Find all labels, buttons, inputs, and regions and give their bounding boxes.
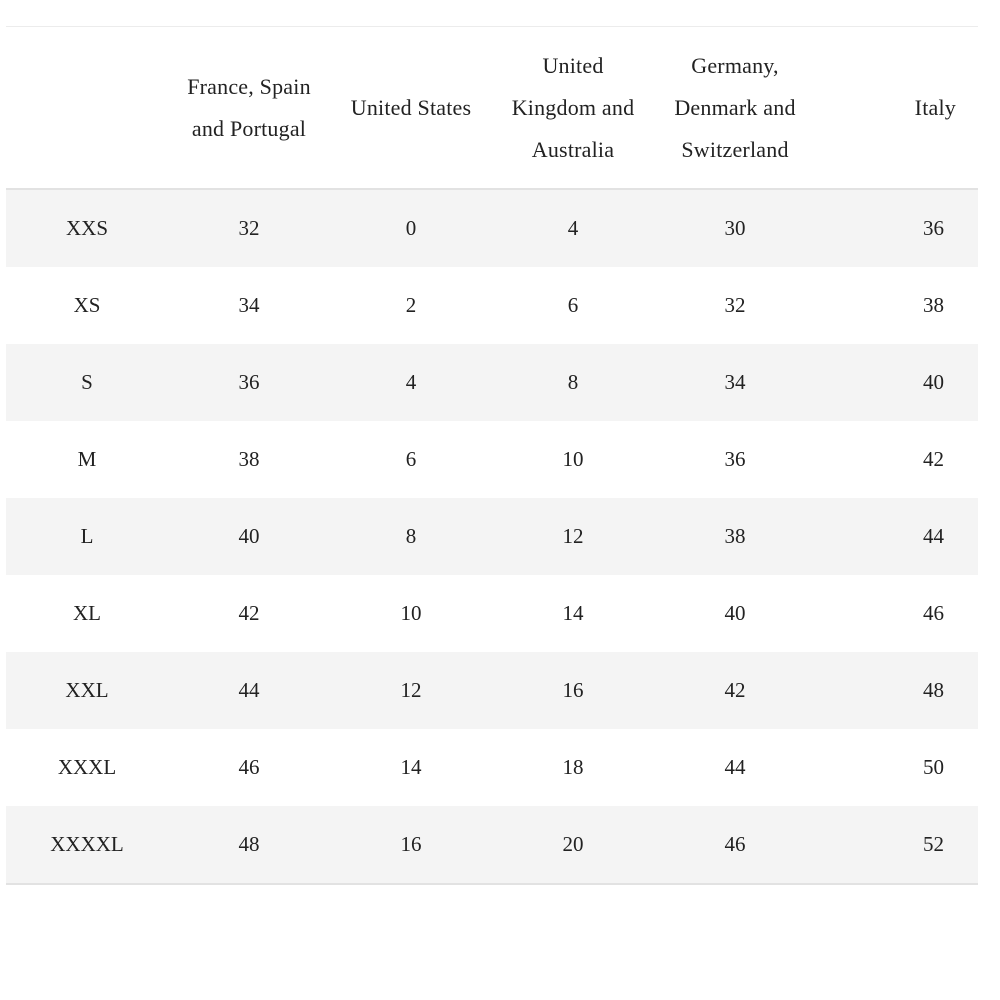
germany-denmark-switzerland-cell: 34 — [654, 344, 816, 421]
size-label-cell: XL — [73, 601, 101, 625]
uk-australia-cell: 6 — [567, 293, 579, 317]
uk-australia-cell: 18 — [562, 755, 584, 779]
germany-denmark-switzerland-cell: 36 — [724, 447, 746, 471]
header-germany-denmark-switzerland: Germany, Denmark and Switzerland — [654, 27, 816, 189]
united-states-cell: 8 — [330, 498, 492, 575]
table-row — [6, 421, 978, 498]
germany-denmark-switzerland-cell: 38 — [654, 498, 816, 575]
italy-cell: 36 — [816, 189, 978, 267]
italy-cell: 50 — [923, 755, 944, 779]
size-label-cell: XXS — [6, 189, 168, 267]
size-label-cell: M — [77, 447, 97, 471]
size-label-cell: XXXXL — [6, 806, 168, 884]
size-conversion-table — [6, 27, 978, 885]
france-spain-portugal-cell: 42 — [238, 601, 260, 625]
table-row — [6, 344, 978, 421]
united-states-cell: 12 — [330, 652, 492, 729]
table-row — [6, 575, 978, 652]
italy-cell: 52 — [816, 806, 978, 884]
size-label-cell: S — [6, 344, 168, 421]
france-spain-portugal-cell: 48 — [168, 806, 330, 884]
header-united-states: United States — [330, 27, 492, 189]
size-label-cell: XS — [73, 293, 101, 317]
germany-denmark-switzerland-cell: 46 — [654, 806, 816, 884]
france-spain-portugal-cell: 40 — [168, 498, 330, 575]
table-row — [6, 498, 978, 575]
header-france-spain-portugal: France, Spain and Portugal — [168, 27, 330, 189]
uk-australia-cell: 16 — [492, 652, 654, 729]
germany-denmark-switzerland-cell: 44 — [724, 755, 746, 779]
italy-cell: 46 — [923, 601, 944, 625]
france-spain-portugal-cell: 36 — [168, 344, 330, 421]
uk-australia-cell: 4 — [492, 189, 654, 267]
france-spain-portugal-cell: 34 — [238, 293, 260, 317]
table-row — [6, 189, 978, 267]
germany-denmark-switzerland-cell: 32 — [724, 293, 746, 317]
united-states-cell: 4 — [330, 344, 492, 421]
size-label-cell: XXXL — [57, 755, 117, 779]
united-states-cell: 0 — [330, 189, 492, 267]
italy-cell: 42 — [923, 447, 944, 471]
italy-cell: 48 — [816, 652, 978, 729]
france-spain-portugal-cell: 38 — [238, 447, 260, 471]
france-spain-portugal-cell: 44 — [168, 652, 330, 729]
united-states-cell: 2 — [405, 293, 417, 317]
size-label-cell: XXL — [6, 652, 168, 729]
table-row — [6, 806, 978, 884]
united-states-cell: 16 — [330, 806, 492, 884]
france-spain-portugal-cell: 46 — [238, 755, 260, 779]
header-uk-australia: United Kingdom and Australia — [492, 27, 654, 189]
header-size — [6, 27, 168, 189]
uk-australia-cell: 8 — [492, 344, 654, 421]
table-row — [6, 267, 978, 344]
germany-denmark-switzerland-cell: 40 — [724, 601, 746, 625]
italy-cell: 44 — [816, 498, 978, 575]
table-row — [6, 652, 978, 729]
united-states-cell: 10 — [400, 601, 422, 625]
germany-denmark-switzerland-cell: 30 — [654, 189, 816, 267]
italy-cell: 40 — [816, 344, 978, 421]
header-italy: Italy — [816, 27, 978, 189]
uk-australia-cell: 12 — [492, 498, 654, 575]
united-states-cell: 6 — [405, 447, 417, 471]
germany-denmark-switzerland-cell: 42 — [654, 652, 816, 729]
united-states-cell: 14 — [400, 755, 422, 779]
header-row — [6, 27, 978, 189]
uk-australia-cell: 20 — [492, 806, 654, 884]
uk-australia-cell: 10 — [562, 447, 584, 471]
table-row — [6, 729, 978, 806]
france-spain-portugal-cell: 32 — [168, 189, 330, 267]
size-label-cell: L — [6, 498, 168, 575]
uk-australia-cell: 14 — [562, 601, 584, 625]
italy-cell: 38 — [923, 293, 944, 317]
